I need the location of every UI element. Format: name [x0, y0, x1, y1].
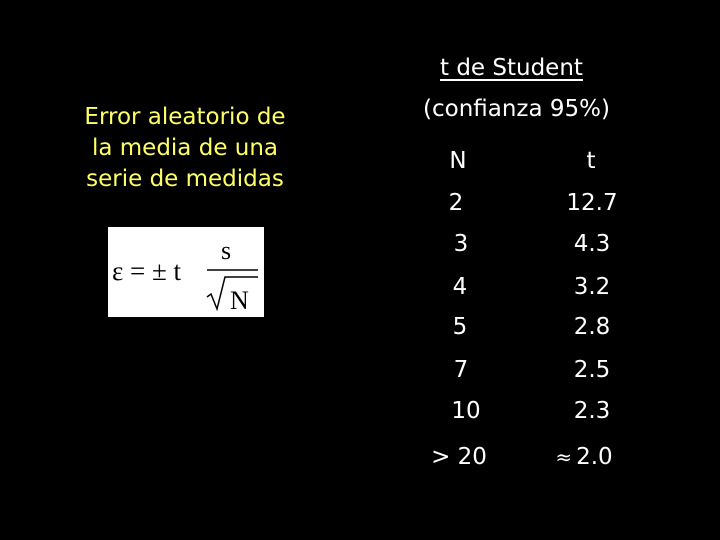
caption-line-1: Error aleatorio de [84, 104, 286, 130]
cell-n-row-2: 3 [453, 231, 469, 257]
cell-t-row-2: 4.3 [573, 231, 611, 257]
cell-n-row-5: 7 [453, 357, 469, 383]
formula-equals-pm-t: = ± t [130, 256, 182, 286]
cell-n-row-6: 10 [451, 398, 481, 424]
cell-t-row-5: 2.5 [573, 357, 611, 383]
cell-n-row-3: 4 [452, 274, 468, 300]
cell-t-row-7 [555, 444, 612, 470]
table-subtitle: (confianza 95%) [423, 96, 610, 122]
cell-t-row-4: 2.8 [573, 314, 611, 340]
cell-t-row-1: 12.7 [566, 190, 618, 216]
cell-n-row-7: > 20 [431, 444, 487, 470]
left-caption [40, 102, 330, 195]
formula-numerator: s [221, 236, 232, 265]
approx-icon: ≈ [555, 445, 573, 469]
table-title: t de Student [440, 55, 583, 81]
formula-epsilon: ε [112, 256, 124, 286]
cell-t-row-6: 2.3 [573, 398, 611, 424]
caption-line-3: serie de medidas [86, 166, 284, 192]
cell-t-row-3: 3.2 [573, 274, 611, 300]
formula-denominator: N [230, 286, 249, 315]
header-n: N [449, 148, 467, 174]
header-t: t [586, 148, 596, 174]
formula-svg [108, 227, 264, 317]
formula-image [108, 227, 264, 317]
cell-n-row-4: 5 [452, 314, 468, 340]
cell-n-row-1: 2 [448, 190, 464, 216]
caption-line-2: la media de una [91, 135, 279, 161]
cell-t-row-7-value: 2.0 [576, 444, 613, 470]
